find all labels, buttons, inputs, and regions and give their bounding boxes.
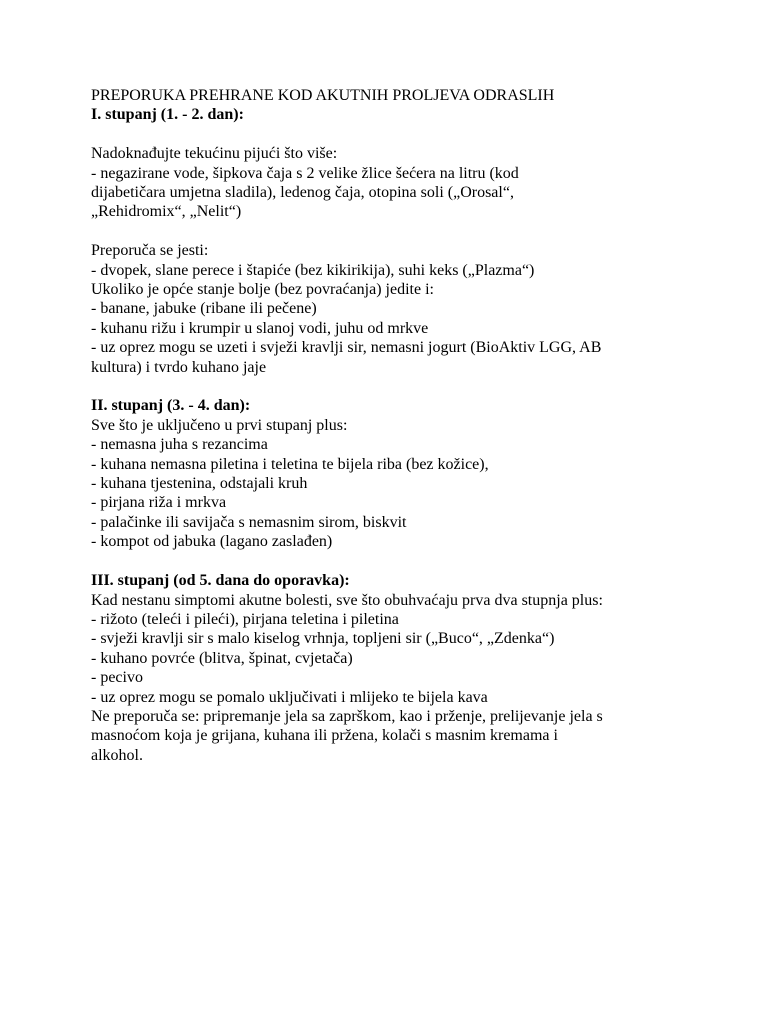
spacer bbox=[91, 125, 731, 144]
stage2-line: - kuhana nemasna piletina i teletina te bijela riba (bez kožice), bbox=[91, 455, 489, 473]
stage2-line: - nemasna juha s rezancima bbox=[91, 436, 268, 454]
stage3-line: Kad nestanu simptomi akutne bolesti, sve što obuhvaćaju prva dva stupnja plus: bbox=[91, 591, 603, 609]
stage1-fluids-line: - negazirane vode, šipkova čaja s 2 velike žlice šećera na litru (kod bbox=[91, 164, 519, 182]
stage2-line: - kompot od jabuka (lagano zaslađen) bbox=[91, 533, 333, 551]
stage2-line: - kuhana tjestenina, odstajali kruh bbox=[91, 475, 308, 493]
stage3-line: - kuhano povrće (blitva, špinat, cvjetača) bbox=[91, 649, 353, 667]
stage3-line: Ne preporuča se: pripremanje jela sa zaprškom, kao i prženje, prelijevanje jela s bbox=[91, 707, 603, 725]
stage2-heading: II. stupanj (3. - 4. dan): bbox=[91, 397, 251, 415]
document-body bbox=[91, 86, 731, 765]
stage3-line: - rižoto (teleći i pileći), pirjana teletina i piletina bbox=[91, 610, 399, 628]
stage2-line: - pirjana riža i mrkva bbox=[91, 494, 227, 512]
stage1-fluids-line: „Rehidromix“, „Nelit“) bbox=[91, 203, 242, 221]
stage1-eat-intro: Preporuča se jesti: bbox=[91, 242, 209, 260]
stage1-eat-line: - dvopek, slane perece i štapiće (bez kikirikija), suhi keks („Plazma“) bbox=[91, 261, 535, 279]
spacer bbox=[91, 222, 731, 241]
stage1-fluids-intro: Nadoknađujte tekućinu pijući što više: bbox=[91, 145, 338, 163]
stage3-line: alkohol. bbox=[91, 746, 143, 764]
stage3-line: masnoćom koja je grijana, kuhana ili pržena, kolači s masnim kremama i bbox=[91, 727, 558, 745]
stage2-line: - palačinke ili savijača s nemasnim sirom, biskvit bbox=[91, 513, 407, 531]
stage1-fluids-line: dijabetičara umjetna sladila), ledenog čaja, otopina soli („Orosal“, bbox=[91, 184, 514, 202]
spacer bbox=[91, 377, 731, 396]
spacer bbox=[91, 552, 731, 571]
stage1-eat-line: kultura) i tvrdo kuhano jaje bbox=[91, 358, 267, 376]
stage3-heading: III. stupanj (od 5. dana do oporavka): bbox=[91, 572, 350, 590]
stage1-eat-line: - banane, jabuke (ribane ili pečene) bbox=[91, 300, 317, 318]
stage1-heading: I. stupanj (1. - 2. dan): bbox=[91, 106, 244, 124]
stage2-line: Sve što je uključeno u prvi stupanj plus: bbox=[91, 416, 348, 434]
stage1-eat-line: - uz oprez mogu se uzeti i svježi kravlji sir, nemasni jogurt (BioAktiv LGG, AB bbox=[91, 339, 602, 357]
stage3-line: - uz oprez mogu se pomalo uključivati i mlijeko te bijela kava bbox=[91, 688, 488, 706]
stage3-line: - pecivo bbox=[91, 669, 143, 687]
document-title: PREPORUKA PREHRANE KOD AKUTNIH PROLJEVA ODRASLIH bbox=[91, 87, 555, 104]
stage1-eat-line: - kuhanu rižu i krumpir u slanoj vodi, juhu od mrkve bbox=[91, 319, 429, 337]
stage1-eat-line: Ukoliko je opće stanje bolje (bez povraćanja) jedite i: bbox=[91, 281, 434, 299]
stage3-line: - svježi kravlji sir s malo kiselog vrhnja, topljeni sir („Buco“, „Zdenka“) bbox=[91, 630, 555, 648]
